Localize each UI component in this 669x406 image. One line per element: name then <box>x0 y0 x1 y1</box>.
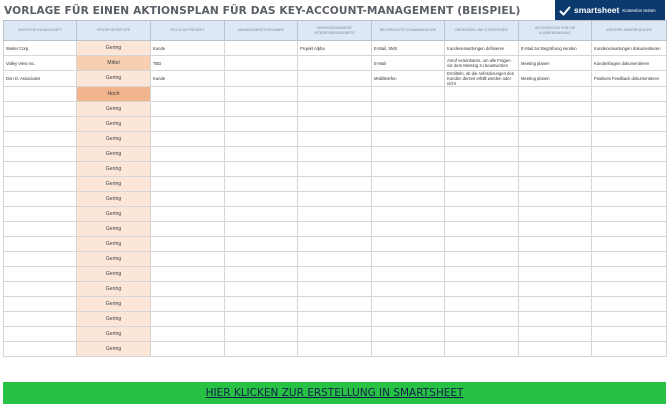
table-row <box>4 117 667 132</box>
column-header: MANAGEMENTVORGABEN <box>225 21 298 41</box>
table-cell[interactable]: Kundenfragen dokumentieren <box>592 56 667 71</box>
priority-cell[interactable]: Gering <box>77 207 151 222</box>
column-header: WEITERE ANMERKUNGEN <box>592 21 667 41</box>
table-cell[interactable] <box>519 222 592 237</box>
table-cell[interactable] <box>445 147 519 162</box>
table-cell[interactable] <box>519 282 592 297</box>
table-cell[interactable] <box>298 87 372 102</box>
table-cell[interactable]: Anruf vereinbaren, um alle Fragen vor dem Meeting zu beantworten <box>445 56 519 71</box>
table-cell[interactable] <box>445 297 519 312</box>
table-cell[interactable]: E-Mail zur Begrüßung senden <box>519 41 592 56</box>
table-header-row <box>4 21 667 41</box>
priority-cell[interactable]: Gering <box>77 102 151 117</box>
table-cell[interactable] <box>298 222 372 237</box>
priority-cell[interactable]: Gering <box>77 267 151 282</box>
table-cell[interactable] <box>225 162 298 177</box>
table-row <box>4 252 667 267</box>
table-cell[interactable]: Kundenerwartungen definieren <box>445 41 519 56</box>
table-row <box>4 222 667 237</box>
table-cell[interactable] <box>225 132 298 147</box>
table-cell[interactable] <box>372 267 445 282</box>
table-row <box>4 312 667 327</box>
column-header: WICHTIGE KUNDSCHAFT <box>4 21 77 41</box>
table-row <box>4 71 667 87</box>
table-cell[interactable] <box>225 312 298 327</box>
table-cell[interactable] <box>4 222 77 237</box>
table-cell[interactable] <box>372 342 445 357</box>
table-cell[interactable] <box>151 297 225 312</box>
table-row <box>4 282 667 297</box>
table-cell[interactable] <box>151 207 225 222</box>
table-cell[interactable] <box>151 162 225 177</box>
table-row <box>4 162 667 177</box>
table-cell[interactable] <box>372 177 445 192</box>
table-cell[interactable] <box>225 147 298 162</box>
table-cell[interactable] <box>225 192 298 207</box>
action-plan-table <box>3 20 667 357</box>
table-cell[interactable] <box>298 342 372 357</box>
table-cell[interactable] <box>445 192 519 207</box>
smartsheet-logo-text: smartsheet <box>574 5 620 15</box>
table-cell[interactable]: Projekt Alpha <box>298 41 372 56</box>
table-cell[interactable] <box>151 222 225 237</box>
table-cell[interactable] <box>4 312 77 327</box>
table-cell[interactable] <box>225 267 298 282</box>
table-cell[interactable] <box>151 282 225 297</box>
table-cell[interactable] <box>4 102 77 117</box>
table-cell[interactable]: E-Mail, SMS <box>372 41 445 56</box>
table-cell[interactable] <box>225 297 298 312</box>
table-cell[interactable] <box>592 327 667 342</box>
table-row <box>4 87 667 102</box>
table-cell[interactable] <box>592 252 667 267</box>
table-cell[interactable] <box>151 117 225 132</box>
table-cell[interactable] <box>519 147 592 162</box>
priority-cell[interactable]: Gering <box>77 297 151 312</box>
table-row <box>4 147 667 162</box>
table-cell[interactable] <box>372 162 445 177</box>
table-cell[interactable] <box>519 267 592 282</box>
table-cell[interactable] <box>592 222 667 237</box>
table-cell[interactable] <box>519 177 592 192</box>
table-cell[interactable]: Mobiltelefon <box>372 71 445 87</box>
column-header: ROLLE IM PROJEKT <box>151 21 225 41</box>
table-cell[interactable] <box>298 147 372 162</box>
table-row <box>4 237 667 252</box>
priority-cell[interactable]: Gering <box>77 237 151 252</box>
table-cell[interactable]: Kunde <box>151 71 225 87</box>
table-cell[interactable]: Ermitteln, ob die Anforderungen des Kunden derzeit erfüllt werden oder nicht <box>445 71 519 87</box>
priority-cell[interactable]: Gering <box>77 71 151 87</box>
table-cell[interactable] <box>4 132 77 147</box>
table-cell[interactable] <box>151 192 225 207</box>
table-cell[interactable] <box>592 192 667 207</box>
table-cell[interactable] <box>4 192 77 207</box>
table-cell[interactable]: Valley View Inc. <box>4 56 77 71</box>
table-cell[interactable] <box>298 312 372 327</box>
table-cell[interactable] <box>298 177 372 192</box>
table-cell[interactable] <box>445 117 519 132</box>
table-cell[interactable] <box>225 327 298 342</box>
priority-cell[interactable]: Hoch <box>77 87 151 102</box>
table-cell[interactable] <box>592 87 667 102</box>
table-cell[interactable] <box>4 237 77 252</box>
table-cell[interactable] <box>298 267 372 282</box>
table-cell[interactable] <box>372 207 445 222</box>
table-cell[interactable] <box>372 192 445 207</box>
table-cell[interactable] <box>151 312 225 327</box>
table-cell[interactable] <box>519 117 592 132</box>
table-cell[interactable] <box>4 207 77 222</box>
table-cell[interactable] <box>298 56 372 71</box>
table-cell[interactable] <box>372 282 445 297</box>
table-cell[interactable] <box>298 71 372 87</box>
table-cell[interactable] <box>592 207 667 222</box>
table-cell[interactable] <box>151 177 225 192</box>
table-cell[interactable] <box>225 177 298 192</box>
priority-cell[interactable]: Gering <box>77 342 151 357</box>
table-cell[interactable] <box>519 327 592 342</box>
table-cell[interactable] <box>519 132 592 147</box>
table-cell[interactable] <box>298 162 372 177</box>
table-row <box>4 41 667 56</box>
table-row <box>4 297 667 312</box>
table-cell[interactable] <box>4 162 77 177</box>
table-cell[interactable] <box>372 237 445 252</box>
table-cell[interactable] <box>225 56 298 71</box>
priority-cell[interactable]: Gering <box>77 177 151 192</box>
table-row <box>4 177 667 192</box>
table-cell[interactable] <box>592 237 667 252</box>
table-cell[interactable] <box>592 282 667 297</box>
table-cell[interactable] <box>592 162 667 177</box>
table-cell[interactable] <box>519 237 592 252</box>
table-cell[interactable] <box>151 147 225 162</box>
table-cell[interactable] <box>519 297 592 312</box>
column-header: WAHRGENOMMENE INTERESSENSGEBIETE <box>298 21 372 41</box>
table-cell[interactable] <box>445 207 519 222</box>
table-cell[interactable]: Meeting planen <box>519 56 592 71</box>
table-cell[interactable] <box>298 192 372 207</box>
table-cell[interactable] <box>4 297 77 312</box>
table-cell[interactable] <box>445 342 519 357</box>
table-cell[interactable] <box>298 102 372 117</box>
table-row <box>4 102 667 117</box>
priority-cell[interactable]: Gering <box>77 117 151 132</box>
column-header: BEDENKEN UND STRATEGIEN <box>445 21 519 41</box>
table-cell[interactable] <box>225 252 298 267</box>
table-cell[interactable] <box>298 297 372 312</box>
priority-cell[interactable]: Gering <box>77 41 151 56</box>
table-cell[interactable] <box>519 102 592 117</box>
smartsheet-check-icon <box>559 4 571 16</box>
table-cell[interactable] <box>372 102 445 117</box>
table-cell[interactable] <box>445 327 519 342</box>
table-row <box>4 192 667 207</box>
table-cell[interactable] <box>519 342 592 357</box>
table-cell[interactable] <box>445 267 519 282</box>
table-cell[interactable] <box>372 252 445 267</box>
table-cell[interactable] <box>372 117 445 132</box>
table-cell[interactable] <box>372 132 445 147</box>
table-cell[interactable]: TBD <box>151 56 225 71</box>
table-cell[interactable] <box>519 162 592 177</box>
table-cell[interactable] <box>4 87 77 102</box>
table-cell[interactable] <box>372 312 445 327</box>
table-cell[interactable] <box>298 252 372 267</box>
create-in-smartsheet-link[interactable]: HIER KLICKEN ZUR ERSTELLUNG IN SMARTSHEET <box>205 387 464 399</box>
priority-cell[interactable]: Mittel <box>77 56 151 71</box>
table-cell[interactable] <box>592 267 667 282</box>
priority-cell[interactable]: Gering <box>77 132 151 147</box>
table-cell[interactable]: Positives Feedback dokumentieren <box>592 71 667 87</box>
table-cell[interactable] <box>298 132 372 147</box>
table-row <box>4 56 667 71</box>
table-cell[interactable] <box>592 342 667 357</box>
priority-cell[interactable]: Gering <box>77 162 151 177</box>
table-cell[interactable] <box>151 327 225 342</box>
table-cell[interactable] <box>225 71 298 87</box>
table-cell[interactable] <box>4 282 77 297</box>
table-cell[interactable] <box>298 117 372 132</box>
priority-cell[interactable]: Gering <box>77 192 151 207</box>
table-cell[interactable] <box>298 207 372 222</box>
table-cell[interactable] <box>225 41 298 56</box>
table-cell[interactable] <box>445 237 519 252</box>
page-title: VORLAGE FÜR EINEN AKTIONSPLAN FÜR DAS KEY-ACCOUNT-MANAGEMENT (BEISPIEL) <box>4 5 521 17</box>
table-cell[interactable] <box>225 102 298 117</box>
table-cell[interactable] <box>4 342 77 357</box>
table-row <box>4 207 667 222</box>
create-in-smartsheet-banner[interactable] <box>3 382 666 404</box>
column-header: AKTIONSPLAN FÜR DIE KUNDENBINDUNG <box>519 21 592 41</box>
table-cell[interactable]: Kunde <box>151 41 225 56</box>
table-cell[interactable] <box>445 177 519 192</box>
table-cell[interactable] <box>151 252 225 267</box>
table-cell[interactable] <box>151 267 225 282</box>
table-cell[interactable] <box>4 267 77 282</box>
table-row <box>4 327 667 342</box>
table-row <box>4 342 667 357</box>
priority-cell[interactable]: Gering <box>77 312 151 327</box>
table-cell[interactable] <box>519 252 592 267</box>
table-cell[interactable] <box>519 207 592 222</box>
table-cell[interactable] <box>592 132 667 147</box>
table-cell[interactable] <box>519 312 592 327</box>
table-cell[interactable]: Weiter Corp. <box>4 41 77 56</box>
table-row <box>4 267 667 282</box>
table-cell[interactable] <box>592 177 667 192</box>
table-cell[interactable] <box>445 102 519 117</box>
table-cell[interactable] <box>372 87 445 102</box>
table-cell[interactable] <box>592 102 667 117</box>
table-cell[interactable] <box>445 312 519 327</box>
column-header: BEVORZUGTE KOMMUNIKATION <box>372 21 445 41</box>
table-cell[interactable]: Kundenerwartungen dokumentieren <box>592 41 667 56</box>
table-cell[interactable] <box>4 147 77 162</box>
table-cell[interactable] <box>445 132 519 147</box>
table-cell[interactable] <box>445 282 519 297</box>
table-cell[interactable]: E-Mail <box>372 56 445 71</box>
table-cell[interactable] <box>592 297 667 312</box>
priority-cell[interactable]: Gering <box>77 327 151 342</box>
table-cell[interactable] <box>445 87 519 102</box>
table-cell[interactable] <box>4 177 77 192</box>
table-cell[interactable] <box>592 147 667 162</box>
table-cell[interactable] <box>445 252 519 267</box>
table-cell[interactable] <box>445 162 519 177</box>
table-cell[interactable] <box>225 207 298 222</box>
table-cell[interactable] <box>592 312 667 327</box>
table-cell[interactable] <box>4 117 77 132</box>
table-cell[interactable] <box>225 117 298 132</box>
priority-cell[interactable]: Gering <box>77 252 151 267</box>
table-cell[interactable] <box>225 222 298 237</box>
smartsheet-banner[interactable] <box>555 0 665 20</box>
table-cell[interactable] <box>4 252 77 267</box>
table-cell[interactable] <box>151 102 225 117</box>
priority-cell[interactable]: Gering <box>77 147 151 162</box>
table-cell[interactable] <box>372 297 445 312</box>
priority-cell[interactable]: Gering <box>77 222 151 237</box>
table-cell[interactable] <box>372 222 445 237</box>
table-cell[interactable] <box>519 192 592 207</box>
table-cell[interactable]: Meeting planen <box>519 71 592 87</box>
table-cell[interactable] <box>151 87 225 102</box>
free-trial-link[interactable]: Kostenlos testen <box>622 7 656 13</box>
table-cell[interactable] <box>225 342 298 357</box>
table-cell[interactable] <box>372 147 445 162</box>
table-cell[interactable] <box>151 132 225 147</box>
table-cell[interactable] <box>4 327 77 342</box>
column-header: PRIORITÄTSSTUFE <box>77 21 151 41</box>
table-cell[interactable] <box>225 87 298 102</box>
table-cell[interactable] <box>298 282 372 297</box>
table-cell[interactable] <box>592 117 667 132</box>
table-cell[interactable] <box>519 87 592 102</box>
table-cell[interactable] <box>151 237 225 252</box>
table-cell[interactable] <box>151 342 225 357</box>
table-cell[interactable] <box>372 327 445 342</box>
table-cell[interactable] <box>298 327 372 342</box>
table-cell[interactable] <box>225 237 298 252</box>
table-cell[interactable] <box>298 237 372 252</box>
table-cell[interactable]: Don D. Associates <box>4 71 77 87</box>
priority-cell[interactable]: Gering <box>77 282 151 297</box>
table-row <box>4 132 667 147</box>
table-cell[interactable] <box>445 222 519 237</box>
table-cell[interactable] <box>225 282 298 297</box>
